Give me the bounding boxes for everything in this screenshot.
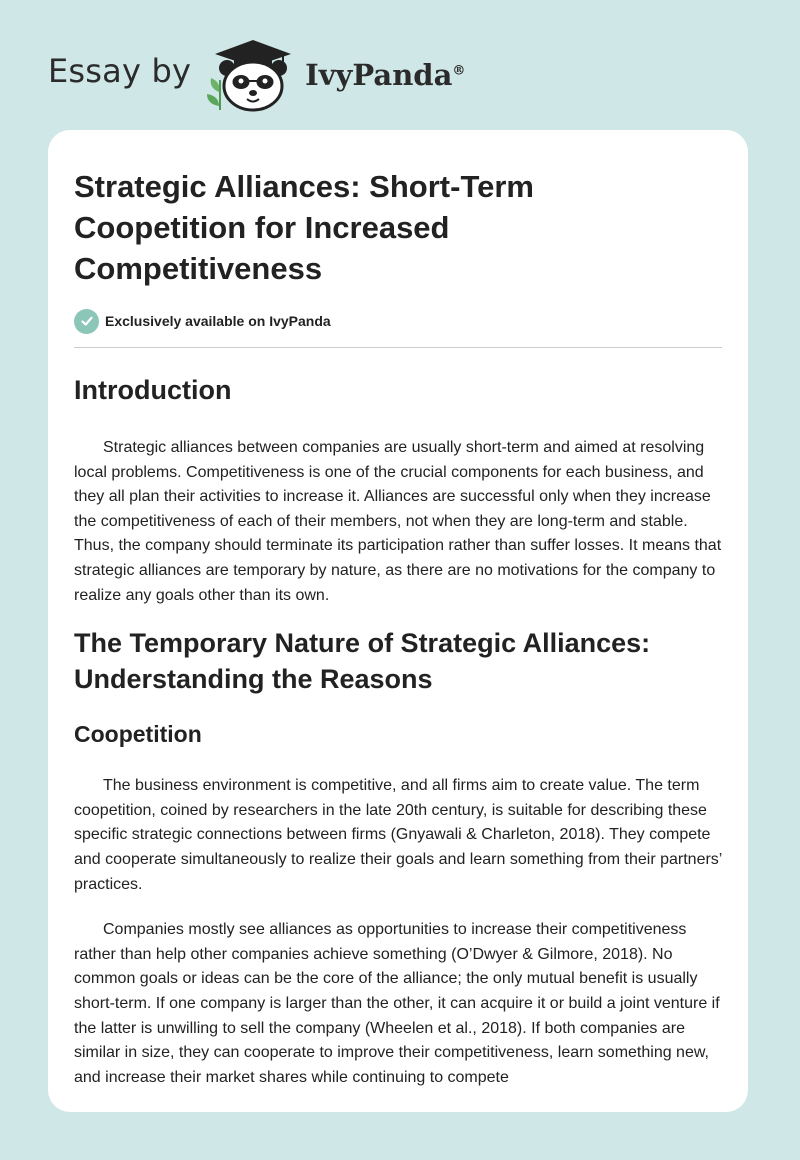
brand-name: IvyPanda®: [305, 58, 466, 92]
article-card: [48, 130, 748, 1112]
brand-header: [48, 36, 465, 112]
paragraph-coopetition-2: Companies mostly see alliances as opportunities to increase their competitiveness rather than help other companies achieve something (O’Dwyer & Gilmore, 2018). No common goals or ideas can be the core of the alliance; the only mutual benefit is usually short-term. If one company is larger than the other, it can acquire it or build a joint venture if the latter is unwilling to sell the company (Wheelen et al., 2018). If both companies are similar in size, they can cooperate to improve their competitiveness, learn something new, and increase their market shares while continuing to compete: [74, 921, 720, 1086]
exclusive-label: Exclusively available on IvyPanda: [105, 313, 331, 329]
article-title: Strategic Alliances: Short-Term Coopetition for Increased Competitiveness: [74, 169, 534, 286]
registered-mark: ®: [452, 63, 466, 79]
section-heading-temporary-nature: The Temporary Nature of Strategic Alliances: Understanding the Reasons: [74, 628, 651, 695]
paragraph-introduction: Strategic alliances between companies are usually short-term and aimed at resolving local problems. Competitiveness is one of the crucial components for each business, and they all plan their activities to increase it. Alliances are successful only when they increase the competitiveness of each of their members, not when they are long-term and stable. Thus, the company should terminate its participation rather than suffer losses. It means that strategic alliances are temporary by nature, as there are no motivations for the company to realize any goals other than its own.: [74, 439, 722, 604]
exclusive-badge: [74, 308, 722, 334]
check-circle-icon: [74, 309, 99, 334]
title-divider: [74, 347, 722, 348]
subsection-heading-coopetition: Coopetition: [74, 721, 202, 748]
brand-prefix: Essay by: [48, 52, 192, 90]
paragraph-coopetition-1: The business environment is competitive, and all firms aim to create value. The term coopetition, coined by researchers in the late 20th century, is suitable for describing these specific strategic connections between firms (Gnyawali & Charleton, 2018). They compete and cooperate simultaneously to realize their goals and learn something from their partners’ practices.: [74, 777, 722, 893]
section-heading-introduction: Introduction: [74, 375, 232, 405]
panda-logo-icon: [205, 36, 301, 112]
